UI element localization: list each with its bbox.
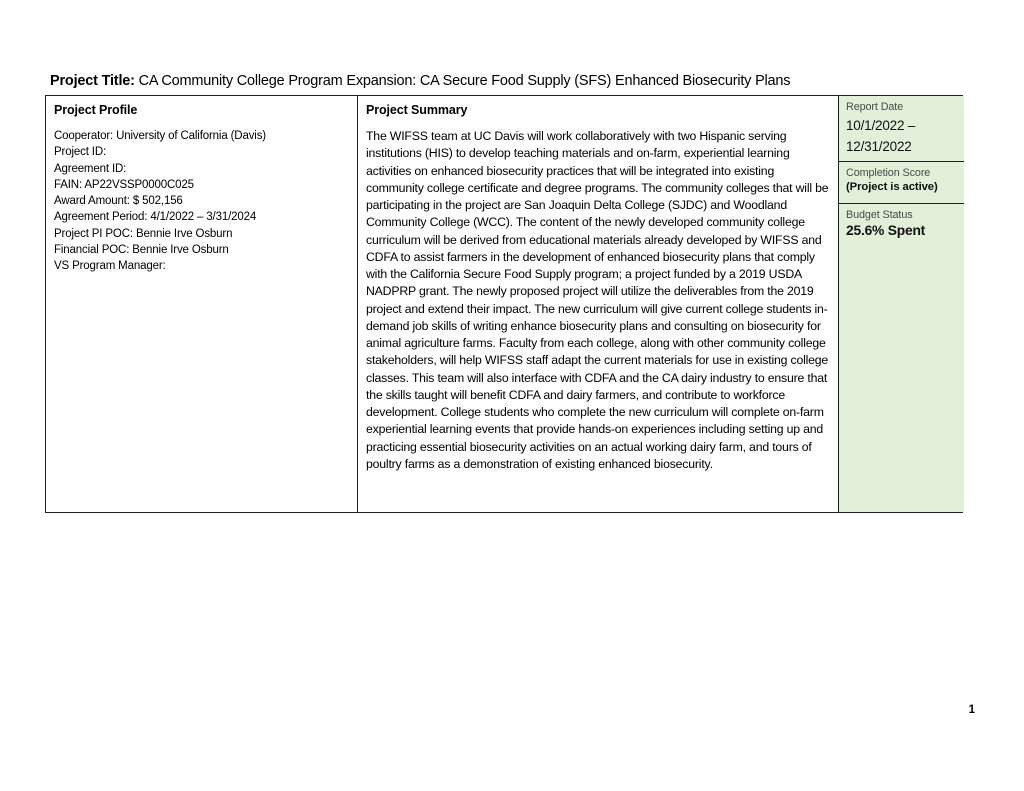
profile-line-agreement-period: Agreement Period: 4/1/2022 – 3/31/2024 [54,211,257,224]
report-date-label: Report Date [846,101,904,113]
profile-line-fain: FAIN: AP22VSSP0000C025 [54,178,194,191]
report-date-start: 10/1/2022 – [846,118,916,133]
profile-line-financial-poc: Financial POC: Bennie Irve Osburn [54,244,229,257]
budget-status-cell [839,203,964,512]
profile-line-award-amount: Award Amount: $ 502,156 [54,195,183,208]
report-date-end: 12/31/2022 [846,139,912,154]
profile-line-project-pi-poc: Project PI POC: Bennie Irve Osburn [54,227,233,240]
profile-line-cooperator: Cooperator: University of California (Davis) [54,130,266,142]
profile-line-vs-program-manager: VS Program Manager: [54,260,166,273]
profile-line-agreement-id: Agreement ID: [54,162,127,175]
completion-score-label: Completion Score [846,167,931,179]
project-profile-header: Project Profile [54,103,138,117]
project-title-text: CA Community College Program Expansion: CA Secure Food Supply (SFS) Enhanced Biosecurity Plans [134,73,791,89]
report-table [45,95,963,513]
project-summary-cell [358,96,839,512]
page-number: 1 [968,704,975,716]
report-date-cell [839,96,964,161]
status-panel [839,96,964,512]
project-summary-body: The WIFSS team at UC Davis will work collaboratively with two Hispanic serving institutions (HIS) to develop teaching materials and on-farm, experiential learning activities on enhanced biosecurity practices that will be integrated into existing community college certificate and degree programs. The community colleges that will be participating in the project are San Joaquin Delta College (SJDC) and Woodland Community College (WCC). The content of the newly developed community college curriculum will be derived from educational materials already developed by WIFSS and CDFA to assist farmers in the development of enhanced biosecurity plans that comply with the California Secure Food Supply program; a project funded by a 2019 USDA NADPRP grant. The newly proposed project will utilize the deliverables from the 2019 project and extend their impact. The new curriculum will give current college students in-demand job skills of writing enhance biosecurity plans and consulting on biosecurity for animal agriculture farms. Faculty from each college, along with other community college stakeholders, will help WIFSS staff adapt the current materials for use in existing college classes. This team will also interface with CDFA and the CA dairy industry to ensure that the skills taught will benefit CDFA and dairy farmers, and contribute to workforce development. College students who complete the new curriculum will complete on-farm experiential learning events that provide hands-on experiences including setting up and practicing essential biosecurity activities on an actual working dairy farm, and tours of poultry farms as a demonstration of existing enhanced biosecurity. [366,129,829,471]
profile-line-project-id: Project ID: [54,146,107,159]
page-title [50,73,980,89]
project-title-label: Project Title: [50,73,135,89]
completion-score-cell [839,161,964,203]
completion-score-value: (Project is active) [846,181,938,193]
project-summary-header: Project Summary [366,103,468,117]
budget-status-value: 25.6% Spent [846,223,926,238]
budget-status-label: Budget Status [846,209,913,221]
project-profile-cell [46,96,358,512]
